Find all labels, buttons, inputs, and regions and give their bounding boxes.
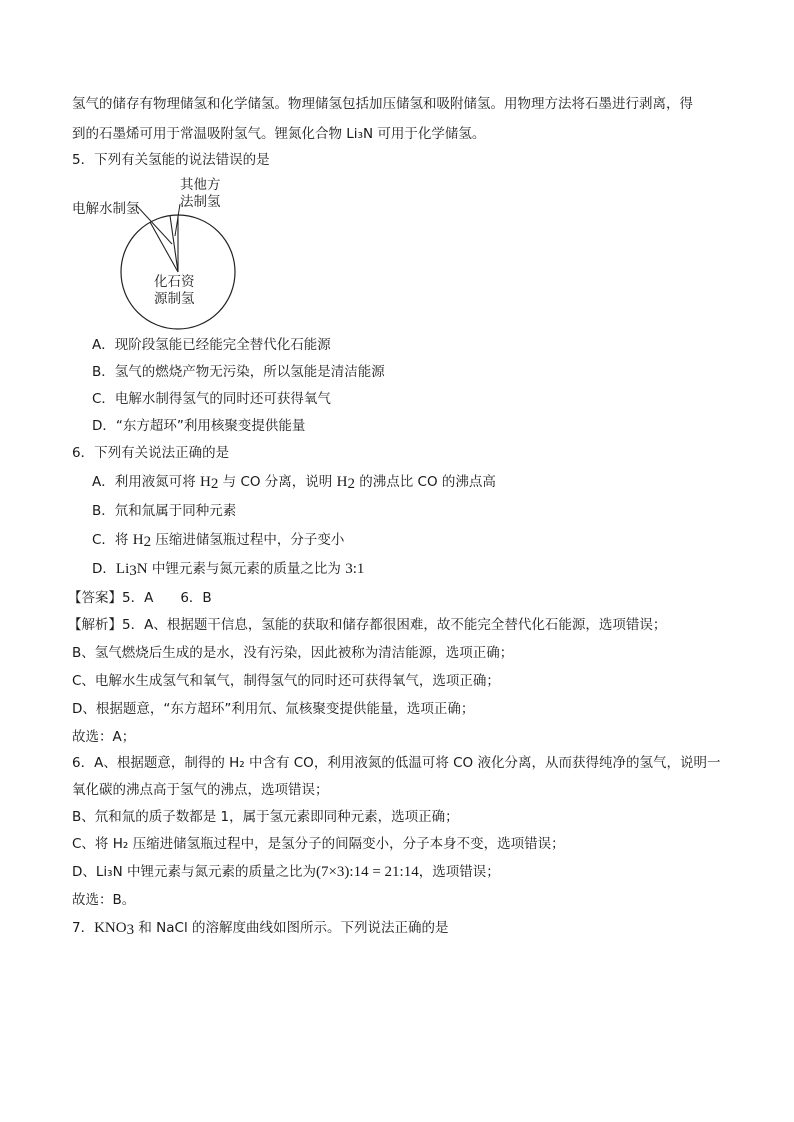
answer-line [68, 588, 212, 608]
q6-option-b: B．氘和氚属于同种元素 [92, 503, 237, 519]
label-electrolysis: 电解水制氢 [72, 201, 140, 217]
q6-option-c: C．将 $H_2$ 压缩进储氢瓶过程中，分子变小 [92, 532, 345, 550]
analysis-line-2: B、氢气燃烧后生成的是水，没有污染，因此被称为清洁能源，选项正确； [72, 645, 514, 661]
question-7-stem: 7．$KNO_3$ 和 NaCl 的溶解度曲线如图所示。下列说法正确的是 [72, 920, 449, 938]
pie-radius-left [150, 222, 178, 272]
analysis-line-11: 故选：B。 [72, 892, 136, 908]
analysis-line-10: D、Li₃N 中锂元素与氮元素的质量之比为(7×3):14 = 21:14，选项错误； [72, 864, 500, 880]
q5-option-d: D．“东方超环”利用核聚变提供能量 [92, 418, 306, 434]
analysis-line-7: 氧化碳的沸点高于氢气的沸点，选项错误； [72, 782, 329, 798]
intro-line-2: 到的石墨烯可用于常温吸附氢气。锂氮化合物 Li₃N 可用于化学储氢。 [72, 126, 486, 142]
mass-ratio-formula: (7×3):14 = 21:14 [315, 864, 419, 880]
analysis-line-3: C、电解水生成氢气和氧气，制得氢气的同时还可获得氧气，选项正确； [72, 673, 500, 689]
q6-option-d: D．$Li_3N$ 中锂元素与氮元素的质量之比为 3:1 [92, 561, 365, 579]
q5-option-a: A．现阶段氢能已经能完全替代化石能源 [92, 337, 331, 353]
label-other-line-1: 其他方 [180, 177, 221, 193]
label-fossil-line-1: 化石资 [154, 274, 195, 290]
q6-option-a: A．利用液氮可将 $H_2$ 与 CO 分离，说明 $H_2$ 的沸点比 CO 的沸点高 [92, 474, 496, 492]
analysis-label: 【解析】 [68, 617, 122, 633]
label-fossil-line-2: 源制氢 [154, 291, 195, 307]
analysis-line-6: 6．A、根据题意，制得的 H₂ 中含有 CO，利用液氮的低温可将 CO 液化分离，从而获得纯净的氢气，说明一 [72, 755, 721, 771]
q5-option-b: B．氢气的燃烧产物无污染，所以氢能是清洁能源 [92, 364, 385, 380]
answer-label: 【答案】 [68, 590, 122, 606]
analysis-line-5: 故选：A； [72, 729, 136, 745]
analysis-line-8: B、氘和氚的质子数都是 1，属于氢元素即同种元素，选项正确； [72, 809, 459, 825]
analysis-line-1: 【解析】5．A、根据题干信息，氢能的获取和储存都很困难，故不能完全替代化石能源，选项错误； [68, 617, 667, 633]
q5-option-c: C．电解水制得氢气的同时还可获得氧气 [92, 391, 331, 407]
intro-line-1: 氢气的储存有物理储氢和化学储氢。物理储氢包括加压储氢和吸附储氢。用物理方法将石墨进行剥离，得 [72, 96, 693, 112]
analysis-line-4: D、根据题意，“东方超环”利用氘、氚核聚变提供能量，选项正确； [72, 701, 475, 717]
question-5-stem: 5．下列有关氢能的说法错误的是 [72, 152, 270, 168]
question-6-stem: 6．下列有关说法正确的是 [72, 445, 230, 461]
analysis-line-9: C、将 H₂ 压缩进储氢瓶过程中，是氢分子的间隔变小，分子本身不变，选项错误； [72, 836, 565, 852]
hydrogen-source-pie-figure [72, 170, 272, 330]
leader-electrolysis [136, 205, 172, 244]
label-other-line-2: 法制氢 [180, 194, 221, 210]
answer-text: 5．A 6．B [122, 590, 212, 606]
